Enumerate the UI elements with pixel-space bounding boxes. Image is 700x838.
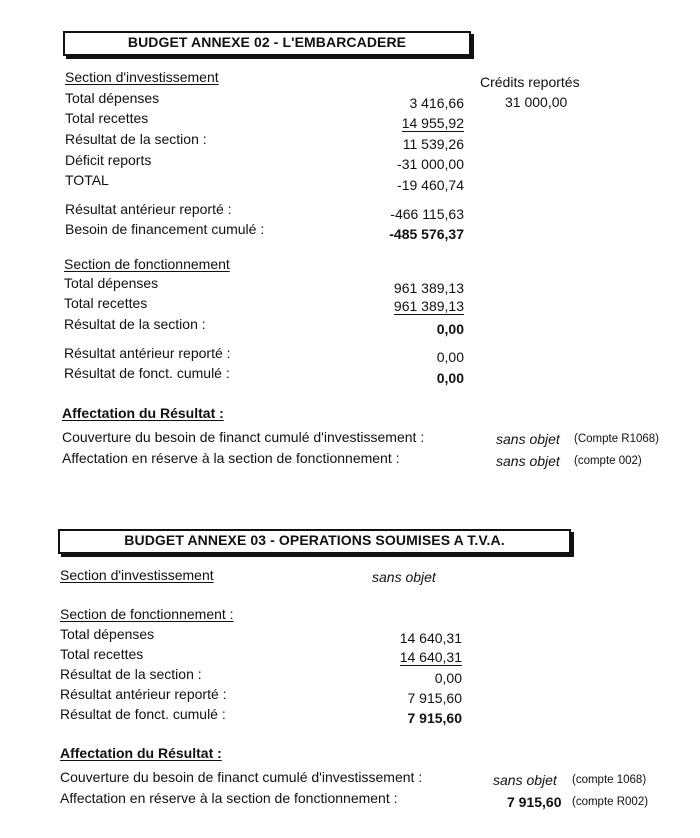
b03-fon-label-1: Total recettes — [60, 646, 144, 662]
b02-inv-label-1: Total recettes — [65, 110, 149, 126]
b02-aff-value-0: sans objet — [496, 431, 560, 447]
b02-fon-value-4: 0,00 — [436, 370, 464, 386]
b02-fon-label-3: Résultat antérieur reporté : — [64, 345, 231, 361]
budget02-fonct-heading: Section de fonctionnement — [64, 256, 230, 272]
b03-fon-label-4: Résultat de fonct. cumulé : — [60, 706, 226, 722]
b02-inv-label-3: Déficit reports — [65, 152, 152, 168]
b03-aff-label-1: Affectation en réserve à la section de fonctionnement : — [60, 790, 398, 806]
b02-fon-value-0: 961 389,13 — [393, 280, 464, 296]
b02-fon-label-1: Total recettes — [64, 295, 148, 311]
b02-inv-value-0: 3 416,66 — [409, 95, 464, 111]
b03-fon-label-2: Résultat de la section : — [60, 666, 202, 682]
b03-fon-label-3: Résultat antérieur reporté : — [60, 686, 227, 702]
b03-fon-value-4: 7 915,60 — [407, 710, 462, 726]
b02-inv-label-0: Total dépenses — [65, 90, 160, 106]
b03-fon-value-2: 0,00 — [434, 670, 462, 686]
b02-inv-value-4: -19 460,74 — [397, 177, 464, 193]
b02-inv-value-1: 14 955,92 — [401, 115, 464, 131]
b03-fon-value-0: 14 640,31 — [399, 630, 462, 646]
budget03-invest-heading: Section d'investissement — [60, 567, 214, 583]
b02-fon-value-3: 0,00 — [436, 349, 464, 365]
b03-fon-value-1: 14 640,31 — [399, 649, 462, 665]
b03-aff-compte-1: (compte R002) — [572, 796, 649, 808]
b03-aff-value-0: sans objet — [493, 772, 557, 788]
b02-fon-label-4: Résultat de fonct. cumulé : — [64, 365, 230, 381]
b02-fon-label-2: Résultat de la section : — [64, 316, 206, 332]
budget03-invest-value: sans objet — [372, 569, 436, 585]
budget02-title: BUDGET ANNEXE 02 - L'EMBARCADERE — [63, 31, 471, 56]
b02-aff-compte-1: (compte 002) — [574, 455, 642, 467]
budget03-title: BUDGET ANNEXE 03 - OPERATIONS SOUMISES A T.V.A. — [58, 529, 571, 554]
b02-fon-label-0: Total dépenses — [64, 275, 159, 291]
b02-inv-label-4: TOTAL — [65, 172, 109, 188]
b03-fon-value-3: 7 915,60 — [407, 690, 462, 706]
b02-aff-label-1: Affectation en réserve à la section de fonctionnement : — [62, 450, 400, 466]
budget02-affect-heading: Affectation du Résultat : — [62, 405, 224, 421]
budget02-credits-value: 31 000,00 — [505, 94, 568, 110]
b03-fon-label-0: Total dépenses — [60, 626, 155, 642]
b02-aff-value-1: sans objet — [496, 453, 560, 469]
b02-inv-value-2: 11 539,26 — [402, 136, 464, 152]
budget03-affect-heading: Affectation du Résultat : — [60, 745, 222, 761]
b02-inv-label-2: Résultat de la section : — [65, 131, 207, 147]
b02-aff-compte-0: (Compte R1068) — [574, 433, 660, 445]
budget02-credits-label: Crédits reportés — [480, 74, 580, 90]
b03-aff-label-0: Couverture du besoin de financt cumulé d'investissement : — [60, 769, 423, 785]
b02-inv-value-5: -466 115,63 — [390, 206, 464, 222]
b03-aff-value-1: 7 915,60 — [507, 794, 562, 810]
budget03-fonct-heading: Section de fonctionnement : — [60, 606, 234, 622]
b03-aff-compte-0: (compte 1068) — [572, 774, 647, 786]
b02-inv-label-5: Résultat antérieur reporté : — [65, 201, 232, 217]
b02-fon-value-1: 961 389,13 — [393, 298, 464, 314]
b02-inv-value-6: -485 576,37 — [389, 226, 464, 242]
b02-fon-value-2: 0,00 — [436, 321, 464, 337]
b02-inv-value-3: -31 000,00 — [397, 156, 464, 172]
b02-inv-label-6: Besoin de financement cumulé : — [65, 221, 265, 237]
b02-aff-label-0: Couverture du besoin de financt cumulé d'investissement : — [62, 429, 425, 445]
budget02-invest-heading: Section d'investissement — [65, 69, 219, 85]
